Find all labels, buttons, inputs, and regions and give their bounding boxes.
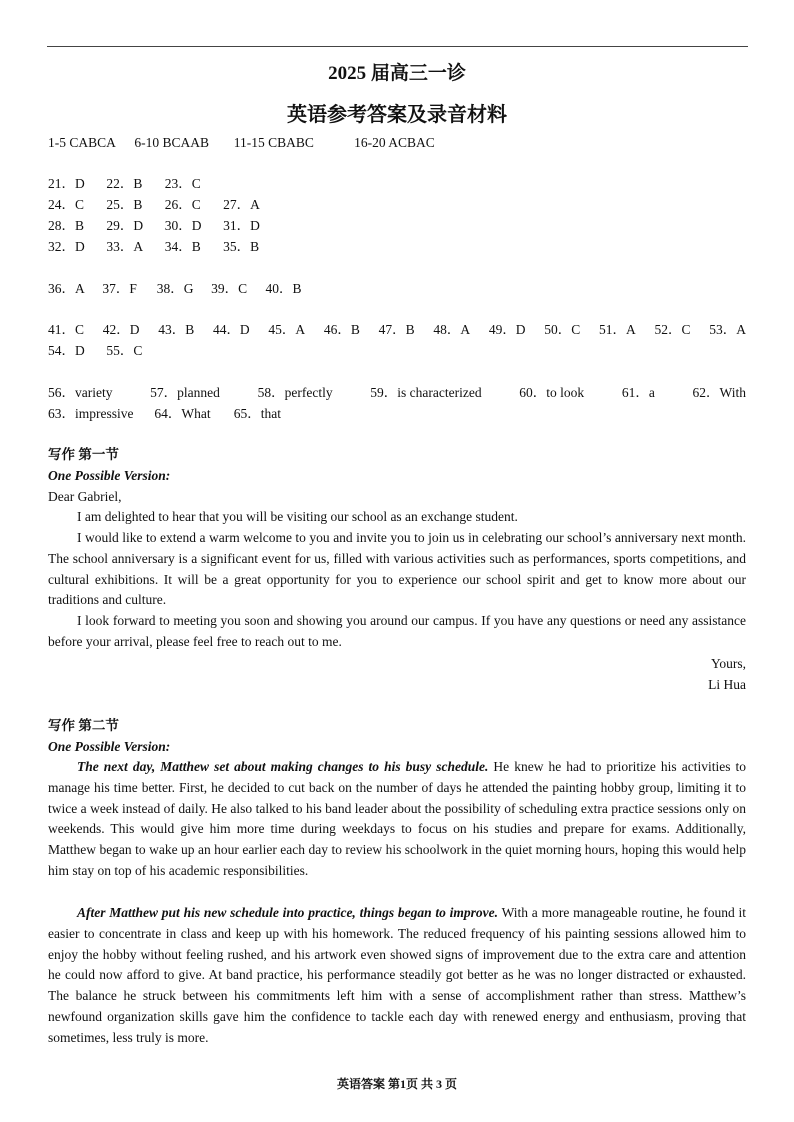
answer-group: 16-20 ACBAC [354, 135, 435, 150]
answer-item: 64．What [154, 406, 211, 421]
answer-group: 6-10 BCAAB [134, 135, 210, 150]
answer-group: 11-15 CBABC [233, 135, 314, 150]
writing2-heading: 写作 第二节 [48, 718, 119, 733]
cloze-answers-row [48, 340, 142, 361]
header-rule [47, 46, 748, 47]
answer-item: 21．D [48, 176, 85, 191]
reading-answers-row [48, 215, 278, 236]
answer-item: 24．C [48, 197, 85, 212]
answer-item: 45．A [268, 322, 306, 337]
answer-item: 29．D [106, 218, 144, 233]
answer-item: 55．C [106, 343, 143, 358]
letter-signature: Li Hua [708, 677, 746, 692]
paragraph-lead-sentence: After Matthew put his new schedule into practice, things began to improve. [77, 905, 499, 920]
answer-item: 42．D [102, 322, 140, 337]
grammar-answers-row [48, 403, 281, 424]
letter-closing: Yours, [710, 656, 746, 671]
answer-item: 25．B [106, 197, 143, 212]
answer-item: 43．B [158, 322, 195, 337]
reading-answers-row [48, 173, 220, 194]
paragraph-body: He knew he had to prioritize his activities to manage his time better. First, he decided to cut back on the number of days he attended the painting hobby group, limiting it to twice a week instead of daily. He also talked to his band leader about the possibility of scheduling extra practice sessions only on weekends. This would give him more time during weekdays to focus on his studies and prepare for exams. Additionally, Matthew began to wake up an hour earlier each day to review his schoolwork in the quiet morning hours, hoping this would help him stay on top of his academic responsibilities. [48, 759, 747, 878]
answer-item: 35．B [223, 239, 260, 254]
letter-paragraph: I am delighted to hear that you will be visiting our school as an exchange student. [77, 509, 518, 524]
answer-item: 40．B [265, 281, 302, 296]
answer-item: 28．B [48, 218, 85, 233]
answer-group: 1-5 CABCA [48, 135, 116, 150]
answer-item: 27．A [223, 197, 260, 212]
answer-item: 48．A [433, 322, 471, 337]
page-footer: 英语答案 第1页 共 3 页 [336, 1077, 457, 1091]
answer-item: 60．to look [519, 385, 585, 400]
writing2-version-label: One Possible Version: [48, 739, 171, 754]
answer-item: 59．is characterized [370, 385, 482, 400]
answer-item: 53．A [709, 322, 746, 337]
answer-item: 36．A [48, 281, 85, 296]
answer-item: 34．B [164, 239, 201, 254]
page-subtitle: 英语参考答案及录音材料 [287, 104, 507, 126]
answer-item: 52．C [654, 322, 691, 337]
cloze-answers-row [48, 319, 746, 340]
answer-item: 50．C [544, 322, 581, 337]
letter-paragraph: I look forward to meeting you soon and showing you around our campus. If you have any questions or need any assistance before your arrival, please feel free to reach out to me. [48, 613, 746, 649]
answer-item: 33．A [106, 239, 144, 254]
answer-item: 26．C [164, 197, 201, 212]
answer-item: 51．A [599, 322, 636, 337]
answer-item: 30．D [164, 218, 202, 233]
answer-item: 46．B [323, 322, 360, 337]
answer-item: 58．perfectly [257, 385, 333, 400]
answer-item: 31．D [223, 218, 260, 233]
answer-item: 47．B [378, 322, 415, 337]
listening-answers [48, 132, 435, 153]
reading-answers-row [48, 194, 278, 215]
answer-item: 44．D [212, 322, 250, 337]
answer-item: 32．D [48, 239, 85, 254]
answer-item: 65．that [233, 406, 281, 421]
page-title: 2025 届高三一诊 [328, 63, 466, 84]
reading-answers-row [48, 236, 278, 257]
letter-paragraph: I would like to extend a warm welcome to you and invite you to join us in celebrating our school’s anniversary next month. The school anniversary is a significant event for us, filled with various activities such as performances, sports competitions, and cultural exhibitions. It will be a great opportunity for you to experience our school spirit and get to know more about our traditions and culture. [48, 530, 746, 608]
answer-item: 22．B [106, 176, 143, 191]
answer-item: 49．D [488, 322, 526, 337]
answer-item: 63．impressive [48, 406, 134, 421]
paragraph-lead-sentence: The next day, Matthew set about making changes to his busy schedule. [77, 759, 489, 774]
continuation-paragraph [48, 757, 746, 882]
continuation-paragraph [48, 903, 746, 1049]
grammar-answers-row [48, 382, 746, 403]
writing1-version-label: One Possible Version: [48, 468, 171, 483]
answer-item: 57．planned [150, 385, 220, 400]
answer-item: 56．variety [48, 385, 113, 400]
seven-choose-five-answers [48, 278, 317, 299]
answer-item: 41．C [48, 322, 85, 337]
answer-item: 54．D [48, 343, 85, 358]
paragraph-body: With a more manageable routine, he found it easier to concentrate in class and keep up with his homework. The reduced frequency of his painting sessions allowed him to enjoy the hobby without feeling rushed, and his artwork even showed signs of improvement due to the extra care and attention he could now afford to give. At band practice, his performance steadily got better as he was no longer distracted or exhausted. The balance he struck between his commitments left him with a sense of accomplishment rather than stress. Matthew’s newfound organization skills gave him the confidence to tackle each day with renewed energy and enthusiasm, proving that sometimes, less truly is more. [48, 905, 746, 1045]
answer-item: 38．G [156, 281, 194, 296]
letter-salutation: Dear Gabriel, [48, 489, 122, 504]
writing1-heading: 写作 第一节 [48, 447, 119, 462]
answer-item: 23．C [164, 176, 201, 191]
answer-item: 39．C [211, 281, 248, 296]
answer-item: 62．With [692, 385, 746, 400]
answer-item: 37．F [102, 281, 137, 296]
answer-item: 61．a [621, 385, 655, 400]
